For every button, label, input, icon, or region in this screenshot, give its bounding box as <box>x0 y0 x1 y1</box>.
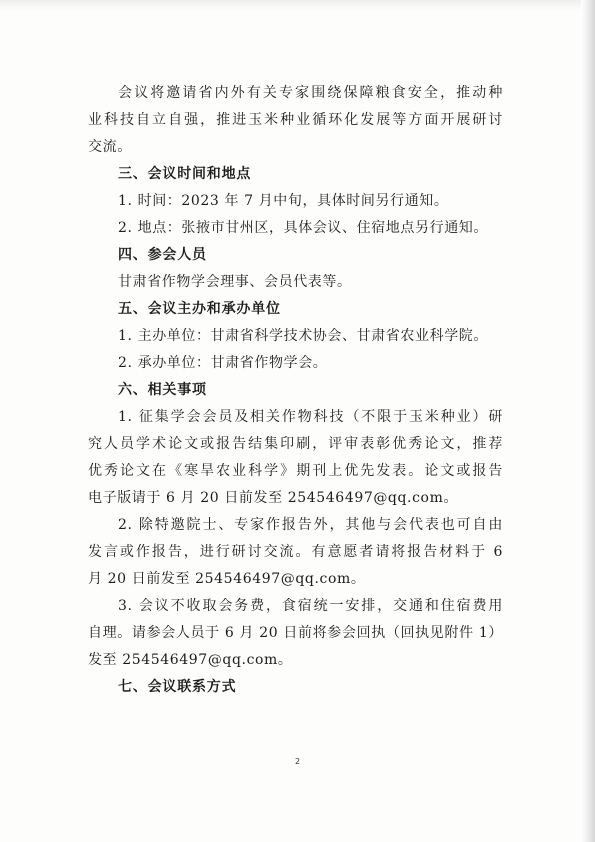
document-body <box>88 80 503 701</box>
paragraph-line: 发言或作报告，进行研讨交流。有意愿者请将报告材料于 6 <box>88 544 503 560</box>
paragraph-line: 会议将邀请省内外有关专家围绕保障粮食安全，推动种 <box>118 85 503 101</box>
paragraph-line: 究人员学术论文或报告结集印刷，评审表彰优秀论文，推荐 <box>88 436 503 452</box>
scan-shadow-right <box>581 0 595 842</box>
section-heading: 七、会议联系方式 <box>118 679 237 695</box>
list-item: 1. 时间：2023 年 7 月中旬，具体时间另行通知。 <box>118 193 449 209</box>
paragraph-line: 业科技自立自强，推进玉米种业循环化发展等方面开展研讨 <box>88 112 503 128</box>
list-item: 2. 地点：张掖市甘州区，具体会议、住宿地点另行通知。 <box>118 220 489 236</box>
paragraph-line: 月 20 日前发至 254546497@qq.com。 <box>88 571 366 587</box>
scan-shadow-top <box>0 0 595 10</box>
paragraph-line: 2. 除特邀院士、专家作报告外，其他与会代表也可自由 <box>118 517 503 533</box>
paragraph-line: 发至 254546497@qq.com。 <box>88 652 293 668</box>
paragraph-line: 电子版请于 6 月 20 日前发至 254546497@qq.com。 <box>88 490 459 506</box>
paragraph-line: 交流。 <box>88 139 132 155</box>
paragraph-line: 3. 会议不收取会务费，食宿统一安排，交通和住宿费用 <box>118 598 503 614</box>
list-item: 1. 主办单位：甘肃省科学技术协会、甘肃省农业科学院。 <box>118 328 489 344</box>
list-item: 甘肃省作物学会理事、会员代表等。 <box>118 274 352 290</box>
page-number: 2 <box>294 757 301 766</box>
paragraph-line: 自理。请参会人员于 6 月 20 日前将参会回执（回执见附件 1） <box>88 625 503 641</box>
paragraph-line: 1. 征集学会会员及相关作物科技（不限于玉米种业）研 <box>118 409 503 425</box>
section-heading: 五、会议主办和承办单位 <box>118 301 281 317</box>
section-heading: 六、相关事项 <box>118 382 207 398</box>
list-item: 2. 承办单位：甘肃省作物学会。 <box>118 355 328 371</box>
paragraph-line: 优秀论文在《寒旱农业科学》期刊上优先发表。论文或报告 <box>88 463 503 479</box>
section-heading: 四、参会人员 <box>118 247 207 263</box>
section-heading: 三、会议时间和地点 <box>118 166 252 182</box>
